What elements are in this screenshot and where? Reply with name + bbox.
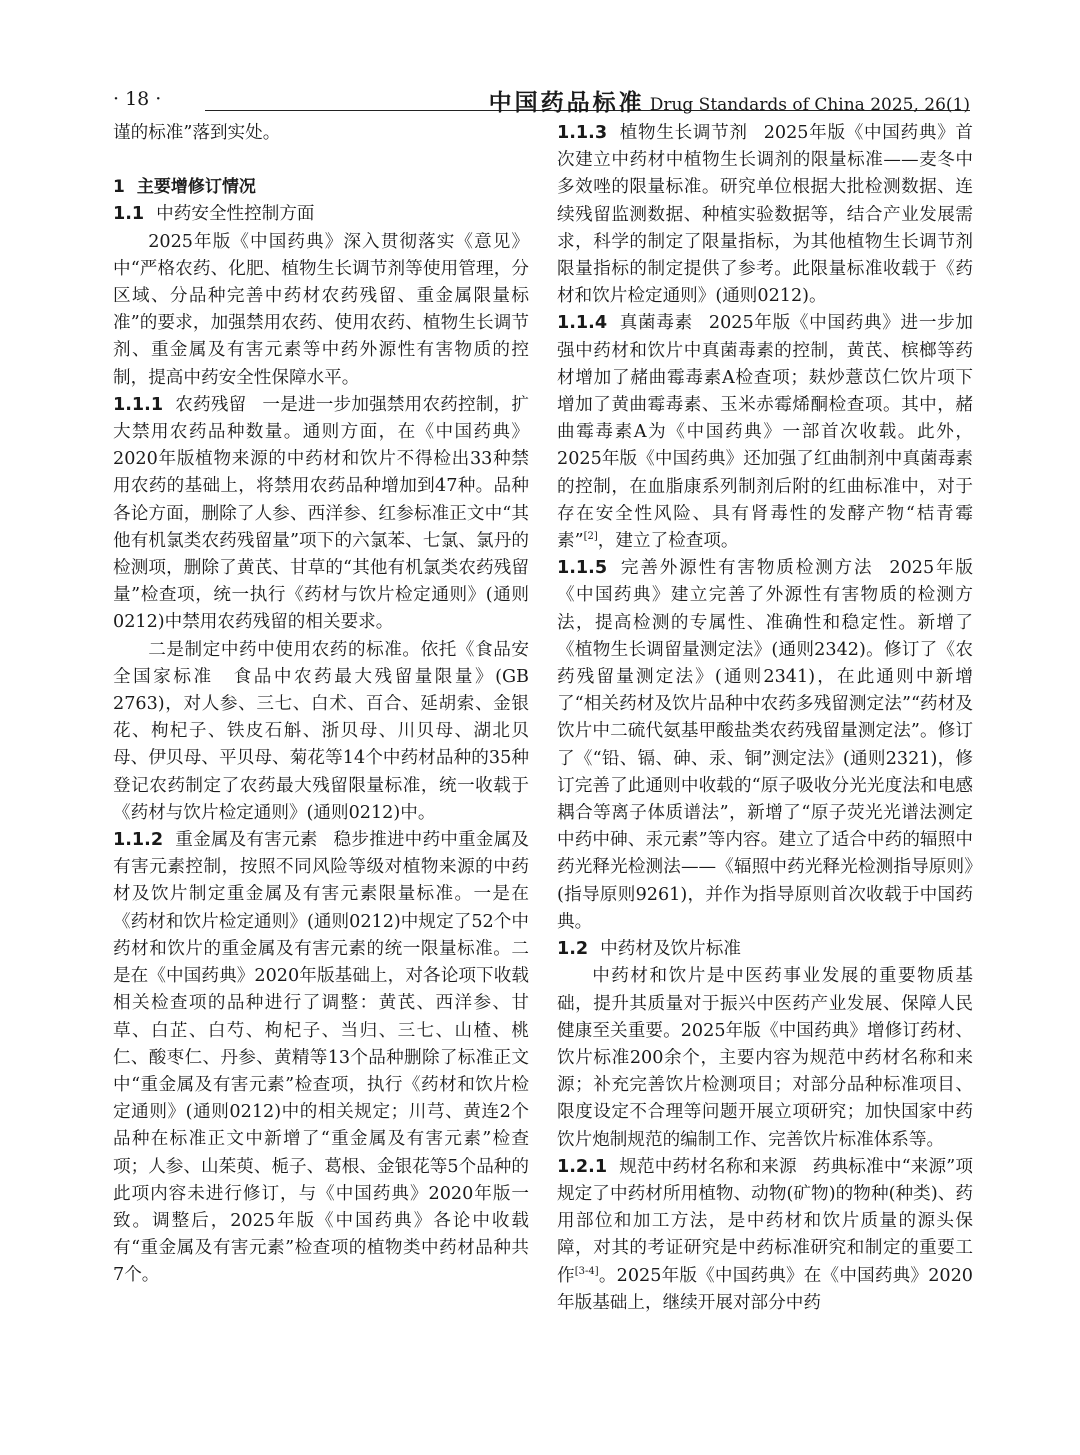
subsubsection-paragraph: 1.1.4 真菌毒素 2025年版《中国药典》进一步加强中药材和饮片中真菌毒素的控制，黄芪、槟榔等药材增加了赭曲霉毒素A检查项；麸炒薏苡仁饮片项下增加了黄曲霉毒素、玉米赤霉烯酮检查项。其中，赭曲霉毒素A为《中国药典》一部首次收载。此外，2025年版《中国药典》还加强了红曲制剂中真菌毒素的控制，在血脂康系列制剂后附的红曲标准中，对于存在安全性风险、具有肾毒性的发酵产物“桔青霉素”[2]，建立了检查项。: [557, 313, 973, 552]
journal-title-en: Drug Standards of China 2025, 26(1): [649, 95, 970, 115]
subsubsection-paragraph: 1.1.5 完善外源性有害物质检测方法 2025年版《中国药典》建立完善了外源性有害物质的检测方法，提高检测的专属性、准确性和稳定性。新增了《植物生长调留量测定法》(通则2342)。修订了《农药残留量测定法》(通则2341)，在此通则中新增了“相关药材及饮片品种中农药多残留测定法”“药材及饮片中二硫代氨基甲酸盐类农药残留量测定法”。修订了《“铅、镉、砷、汞、铜”测定法》(通则2321)，修订完善了此通则中收载的“原子吸收分光光度法和电感耦合等离子体质谱法”，新增了“原子荧光光谱法测定中药中砷、汞元素”等内容。建立了适合中药的辐照中药光释光检测法——《辐照中药光释光检测指导原则》(指导原则9261)，并作为指导原则首次收载于中国药典。: [557, 558, 973, 932]
section-heading: 1 主要增修订情况: [113, 177, 256, 198]
left-column: [113, 120, 529, 1290]
journal-title-cn: 中国药品标准: [488, 89, 645, 116]
journal-title: [489, 84, 970, 117]
citation-ref: [3-4]: [574, 1265, 599, 1277]
paragraph: 二是制定中药中使用农药的标准。依托《食品安全国家标准 食品中农药最大残留量限量》(GB 2763)，对人参、三七、白术、百合、延胡索、金银花、枸杞子、铁皮石斛、浙贝母、川贝母、湖北贝母、伊贝母、平贝母、菊花等14个中药材品种的35种登记农药制定了农药最大残留限量标准，统一收载于《药材与饮片检定通则》(通则0212)中。: [113, 639, 529, 823]
subsubsection-paragraph: 1.1.1 农药残留 一是进一步加强禁用农药控制，扩大禁用农药品种数量。通则方面，在《中国药典》2020年版植物来源的中药材和饮片不得检出33种禁用农药的基础上，将禁用农药品种增加到47种。品种各论方面，删除了人参、西洋参、红参标准正文中“其他有机氯类农药残留量”项下的六氯苯、七氯、氯丹的检测项，删除了黄芪、甘草的“其他有机氯类农药残留量”检查项，统一执行《药材与饮片检定通则》(通则0212)中禁用农药残留的相关要求。: [113, 394, 529, 633]
subsubsection-paragraph: 1.1.3 植物生长调节剂 2025年版《中国药典》首次建立中药材中植物生长调剂的限量标准——麦冬中多效唑的限量标准。研究单位根据大批检测数据、连续残留监测数据、种植实验数据等，结合产业发展需求，科学的制定了限量指标，为其他植物生长调节剂限量指标的制定提供了参考。此限量标准收载于《药材和饮片检定通则》(通则0212)。: [557, 123, 973, 307]
subsubsection-paragraph: 1.1.2 重金属及有害元素 稳步推进中药中重金属及有害元素控制，按照不同风险等级对植物来源的中药材及饮片制定重金属及有害元素限量标准。一是在《药材和饮片检定通则》(通则0212)中规定了52个中药材和饮片的重金属及有害元素的统一限量标准。二是在《中国药典》2020年版基础上，对各论项下收载相关检查项的品种进行了调整：黄芪、西洋参、甘草、白芷、白芍、枸杞子、当归、三七、山楂、桃仁、酸枣仁、丹参、黄精等13个品种删除了标准正文中“重金属及有害元素”检查项，执行《药材和饮片检定通则》(通则0212)中的相关规定；川芎、黄连2个品种在标准正文中新增了“重金属及有害元素”检查项；人参、山茱萸、栀子、葛根、金银花等5个品种的此项内容未进行修订，与《中国药典》2020年版一致。调整后，2025年版《中国药典》各论中收载有“重金属及有害元素”检查项的植物类中药材品种共7个。: [113, 830, 529, 1286]
section-title: 主要增修订情况: [136, 177, 256, 198]
subsection-heading: 1.1 中药安全性控制方面: [113, 204, 315, 225]
paragraph: 2025年版《中国药典》深入贯彻落实《意见》中“严格农药、化肥、植物生长调节剂等使用管理，分区域、分品种完善中药材农药残留、重金属限量标准”的要求，加强禁用农药、使用农药、植物生长调节剂、重金属及有害元素等中药外源性有害物质的控制，提高中药安全性保障水平。: [113, 231, 529, 388]
citation-ref: [2]: [583, 531, 598, 543]
right-column: [557, 120, 973, 1317]
subsection-heading: 1.2 中药材及饮片标准: [557, 939, 741, 960]
page-header: [113, 86, 970, 116]
subsubsection-paragraph: 1.2.1 规范中药材名称和来源 药典标准中“来源”项规定了中药材所用植物、动物(矿物)的物种(种类)、药用部位和加工方法，是中药材和饮片质量的源头保障，对其的考证研究是中药标准研究和制定的重要工作[3-4]。2025年版《中国药典》在《中国药典》2020年版基础上，继续开展对部分中药: [557, 1156, 973, 1313]
page-number: · 18 ·: [113, 88, 162, 110]
paragraph: 谨的标准”落到实处。: [113, 123, 281, 143]
paragraph: 中药材和饮片是中医药事业发展的重要物质基础，提升其质量对于振兴中医药产业发展、保障人民健康至关重要。2025年版《中国药典》增修订药材、饮片标准200余个，主要内容为规范中药材名称和来源；补充完善饮片检测项目；对部分品种标准项目、限度设定不合理等问题开展立项研究；加快国家中药饮片炮制规范的编制工作、完善饮片标准体系等。: [557, 966, 973, 1150]
